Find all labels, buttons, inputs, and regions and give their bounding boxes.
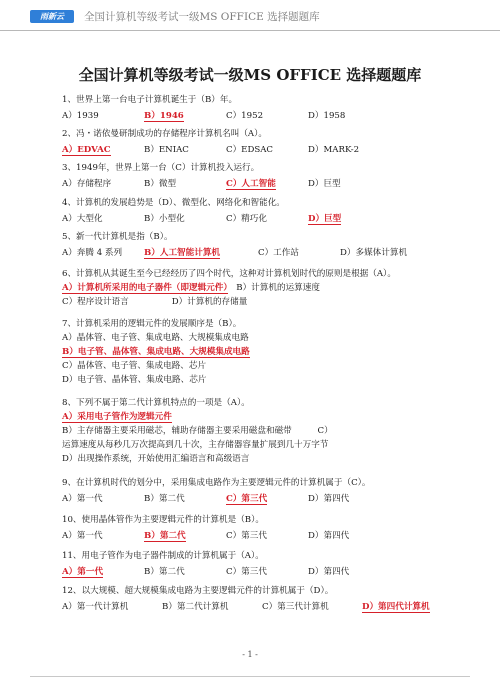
question-stem: 5、新一代计算机是指（B）。 bbox=[62, 232, 173, 242]
option-text: A）晶体管、电子管、集成电路、大规模集成电路 bbox=[62, 333, 249, 343]
option bbox=[226, 110, 308, 122]
question-stem: 8、下列不属于第二代计算机特点的一项是（A）。 bbox=[62, 398, 250, 408]
options-row bbox=[62, 566, 472, 578]
option bbox=[308, 530, 390, 542]
correct-answer-option: C）第三代 bbox=[226, 494, 268, 504]
question-5 bbox=[62, 231, 472, 259]
option-text: A）奔腾 4 系列 bbox=[62, 248, 123, 258]
question-stem: 1、世界上第一台电子计算机诞生于（B）年。 bbox=[62, 95, 238, 105]
option-text: C）第三代 bbox=[226, 567, 267, 577]
question-stem: 4、计算机的发展趋势是（D）、微型化、网络化和智能化。 bbox=[62, 198, 285, 208]
header-title: 全国计算机等级考试一级MS OFFICE 选择题题库 bbox=[84, 11, 320, 23]
option bbox=[144, 144, 226, 156]
option-line bbox=[62, 282, 472, 294]
option bbox=[308, 566, 390, 578]
option-line bbox=[62, 453, 472, 465]
option bbox=[62, 566, 144, 578]
option bbox=[308, 178, 390, 190]
question-stem: 3、1949年，世界上第一台（C）计算机投入运行。 bbox=[62, 163, 260, 173]
question-8 bbox=[62, 397, 472, 465]
question-stem: 2、冯・诺依曼研制成功的存储程序计算机名叫（A）。 bbox=[62, 129, 268, 139]
correct-answer-option: D）第四代计算机 bbox=[362, 602, 430, 612]
option bbox=[144, 530, 226, 542]
option bbox=[62, 110, 144, 122]
document-title: 全国计算机等级考试一级MS OFFICE 选择题题库 bbox=[78, 66, 422, 84]
option bbox=[262, 601, 362, 613]
correct-answer-option: D）巨型 bbox=[308, 214, 342, 224]
option-text: B）主存储器主要采用磁芯，辅助存储器主要采用磁盘和磁带 bbox=[62, 426, 292, 436]
option-text: 运算速度从每秒几万次提高到几十次，主存储器容量扩展到几十万字节 bbox=[62, 440, 329, 450]
option-text: B）第二代 bbox=[144, 567, 185, 577]
option-text: C）精巧化 bbox=[226, 214, 267, 224]
option-text: A）第一代 bbox=[62, 494, 103, 504]
option bbox=[144, 213, 226, 225]
option bbox=[226, 493, 308, 505]
option-line bbox=[62, 425, 472, 437]
option-text: D）MARK-2 bbox=[308, 145, 360, 155]
option bbox=[308, 110, 390, 122]
question-1 bbox=[62, 94, 472, 122]
correct-answer-option: B）1946 bbox=[144, 111, 184, 121]
option-text: D）计算机的存储量 bbox=[128, 297, 248, 307]
option-text: D）第四代 bbox=[308, 494, 350, 504]
question-10 bbox=[62, 514, 472, 542]
option-text: A）1939 bbox=[62, 111, 99, 121]
options-row bbox=[62, 247, 472, 259]
option-line bbox=[62, 296, 472, 308]
option-text: A）第一代计算机 bbox=[62, 602, 129, 612]
option-text: D）巨型 bbox=[308, 179, 341, 189]
option-text: C）第三代计算机 bbox=[262, 602, 329, 612]
options-row bbox=[62, 213, 472, 225]
option bbox=[62, 530, 144, 542]
option bbox=[62, 144, 144, 156]
option bbox=[62, 601, 162, 613]
option-text: C）晶体管、电子管、集成电路、芯片 bbox=[62, 361, 207, 371]
option-text: C） bbox=[291, 426, 333, 436]
option-text: D）多媒体计算机 bbox=[340, 248, 408, 258]
option bbox=[162, 601, 262, 613]
option-text: C）工作站 bbox=[258, 248, 299, 258]
options-row bbox=[62, 530, 472, 542]
option-line bbox=[62, 332, 472, 344]
option bbox=[144, 247, 258, 259]
option-text: B）小型化 bbox=[144, 214, 185, 224]
logo: 雨新云 bbox=[30, 10, 74, 23]
option-text: B）第二代计算机 bbox=[162, 602, 229, 612]
option bbox=[362, 601, 462, 613]
option bbox=[62, 493, 144, 505]
question-stem: 6、计算机从其诞生至今已经经历了四个时代，这种对计算机划时代的原则是根据（A）。 bbox=[62, 269, 396, 279]
option bbox=[62, 213, 144, 225]
option bbox=[226, 566, 308, 578]
option-text: C）程序设计语言 bbox=[62, 297, 129, 307]
option-text: A）大型化 bbox=[62, 214, 103, 224]
option-text: D）1958 bbox=[308, 111, 346, 121]
option-line bbox=[62, 360, 472, 372]
option-text: C）EDSAC bbox=[226, 145, 274, 155]
option bbox=[144, 110, 226, 122]
question-7 bbox=[62, 318, 472, 386]
option-text: A）第一代 bbox=[62, 531, 103, 541]
question-stem: 10、使用晶体管作为主要逻辑元件的计算机是（B）。 bbox=[62, 515, 265, 525]
correct-answer-option: A）采用电子管作为逻辑元件 bbox=[62, 412, 172, 422]
option-text: D）出现操作系统，开始使用汇编语言和高级语言 bbox=[62, 454, 250, 464]
correct-answer-option: B）第二代 bbox=[144, 531, 186, 541]
options-row bbox=[62, 144, 472, 156]
option-text: A）存储程序 bbox=[62, 179, 112, 189]
option-text: D）电子管、晶体管、集成电路、芯片 bbox=[62, 375, 207, 385]
option-text: B）微型 bbox=[144, 179, 177, 189]
question-list bbox=[62, 94, 472, 613]
option bbox=[308, 493, 390, 505]
question-stem: 11、用电子管作为电子器件制成的计算机属于（A）。 bbox=[62, 551, 264, 561]
option bbox=[226, 213, 308, 225]
question-stem: 12、以大规模、超大规模集成电路为主要逻辑元件的计算机属于（D）。 bbox=[62, 586, 334, 596]
option bbox=[340, 247, 422, 259]
option bbox=[62, 247, 144, 259]
option bbox=[308, 144, 390, 156]
options-row bbox=[62, 110, 472, 122]
options-row bbox=[62, 178, 472, 190]
option-text: D）第四代 bbox=[308, 567, 350, 577]
correct-answer-option: A）第一代 bbox=[62, 567, 104, 577]
question-12 bbox=[62, 585, 472, 613]
footer-divider bbox=[30, 676, 470, 677]
question-6 bbox=[62, 268, 472, 308]
option bbox=[258, 247, 340, 259]
option-line bbox=[62, 346, 472, 358]
option bbox=[226, 144, 308, 156]
option bbox=[226, 530, 308, 542]
correct-answer-option: A）计算机所采用的电子器件（即逻辑元件） bbox=[62, 283, 228, 293]
correct-answer-option: B）人工智能计算机 bbox=[144, 248, 221, 258]
option bbox=[308, 213, 390, 225]
option-text: B）第二代 bbox=[144, 494, 185, 504]
option-text: C）第三代 bbox=[226, 531, 267, 541]
options-row bbox=[62, 601, 472, 613]
question-2 bbox=[62, 128, 472, 156]
correct-answer-option: B）电子管、晶体管、集成电路、大规模集成电路 bbox=[62, 347, 250, 357]
option bbox=[144, 493, 226, 505]
page-header bbox=[0, 0, 500, 31]
option bbox=[62, 178, 144, 190]
question-11 bbox=[62, 550, 472, 578]
page-number: - 1 - bbox=[242, 650, 258, 659]
question-3 bbox=[62, 162, 472, 190]
option bbox=[144, 178, 226, 190]
option-line bbox=[62, 374, 472, 386]
option bbox=[144, 566, 226, 578]
question-stem: 7、计算机采用的逻辑元件的发展顺序是（B）。 bbox=[62, 319, 242, 329]
option-line bbox=[62, 411, 472, 423]
question-stem: 9、在计算机时代的划分中，采用集成电路作为主要逻辑元件的计算机属于（C）。 bbox=[62, 478, 371, 488]
correct-answer-option: A）EDVAC bbox=[62, 145, 111, 155]
option bbox=[226, 178, 308, 190]
correct-answer-option: C）人工智能 bbox=[226, 179, 276, 189]
question-9 bbox=[62, 477, 472, 505]
option-text: D）第四代 bbox=[308, 531, 350, 541]
question-4 bbox=[62, 197, 472, 225]
option-text: B）计算机的运算速度 bbox=[227, 283, 320, 293]
option-text: B）ENIAC bbox=[144, 145, 189, 155]
option-text: C）1952 bbox=[226, 111, 264, 121]
options-row bbox=[62, 493, 472, 505]
option-line bbox=[62, 439, 472, 451]
